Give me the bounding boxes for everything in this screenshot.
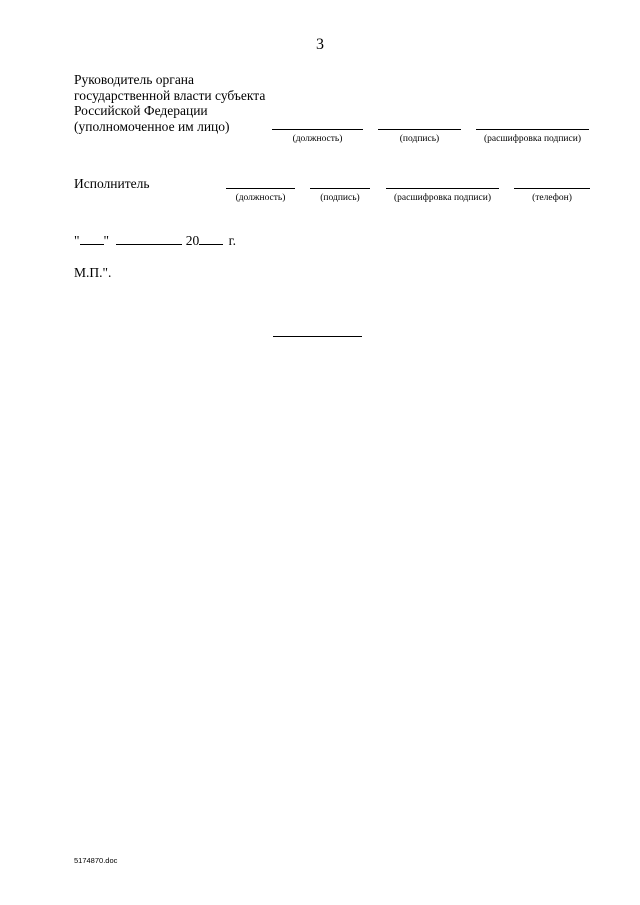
year-prefix: 20: [185, 233, 200, 248]
executor-position-caption: (должность): [235, 193, 286, 203]
head-signatory-title: [74, 72, 265, 134]
head-title-line-3: Российской Федерации: [74, 103, 208, 118]
executor-decoding-caption: (расшифровка подписи): [394, 193, 491, 203]
executor-signature-caption: (подпись): [320, 193, 360, 203]
date-open-quote: ": [74, 233, 80, 248]
head-decoding-line: [476, 129, 589, 130]
month-blank: [116, 233, 182, 245]
executor-signature-line: [310, 188, 370, 189]
date-close-quote: ": [103, 233, 110, 248]
end-of-form-rule: [273, 336, 362, 337]
head-decoding-caption: (расшифровка подписи): [484, 134, 581, 144]
day-blank: [80, 233, 104, 245]
head-title-line-1: Руководитель органа: [74, 72, 195, 87]
executor-phone-caption: (телефон): [532, 193, 572, 203]
head-title-line-2: государственной власти субъекта: [74, 87, 266, 103]
head-signature-caption: (подпись): [399, 134, 440, 144]
executor-phone-line: [514, 188, 590, 189]
date-line: [74, 233, 236, 249]
executor-position-line: [226, 188, 295, 189]
year-blank: [199, 233, 223, 245]
year-suffix: г.: [228, 233, 237, 248]
executor-decoding-line: [386, 188, 499, 189]
head-position-caption: (должность): [292, 134, 343, 144]
head-position-line: [272, 129, 363, 130]
stamp-placeholder: М.П.".: [74, 265, 112, 280]
head-title-line-4: (уполномоченное им лицо): [74, 118, 230, 134]
page-number: 3: [316, 36, 324, 53]
document-id: 5174870.doc: [74, 856, 118, 865]
head-signature-line: [378, 129, 461, 130]
executor-label: Исполнитель: [74, 176, 150, 191]
